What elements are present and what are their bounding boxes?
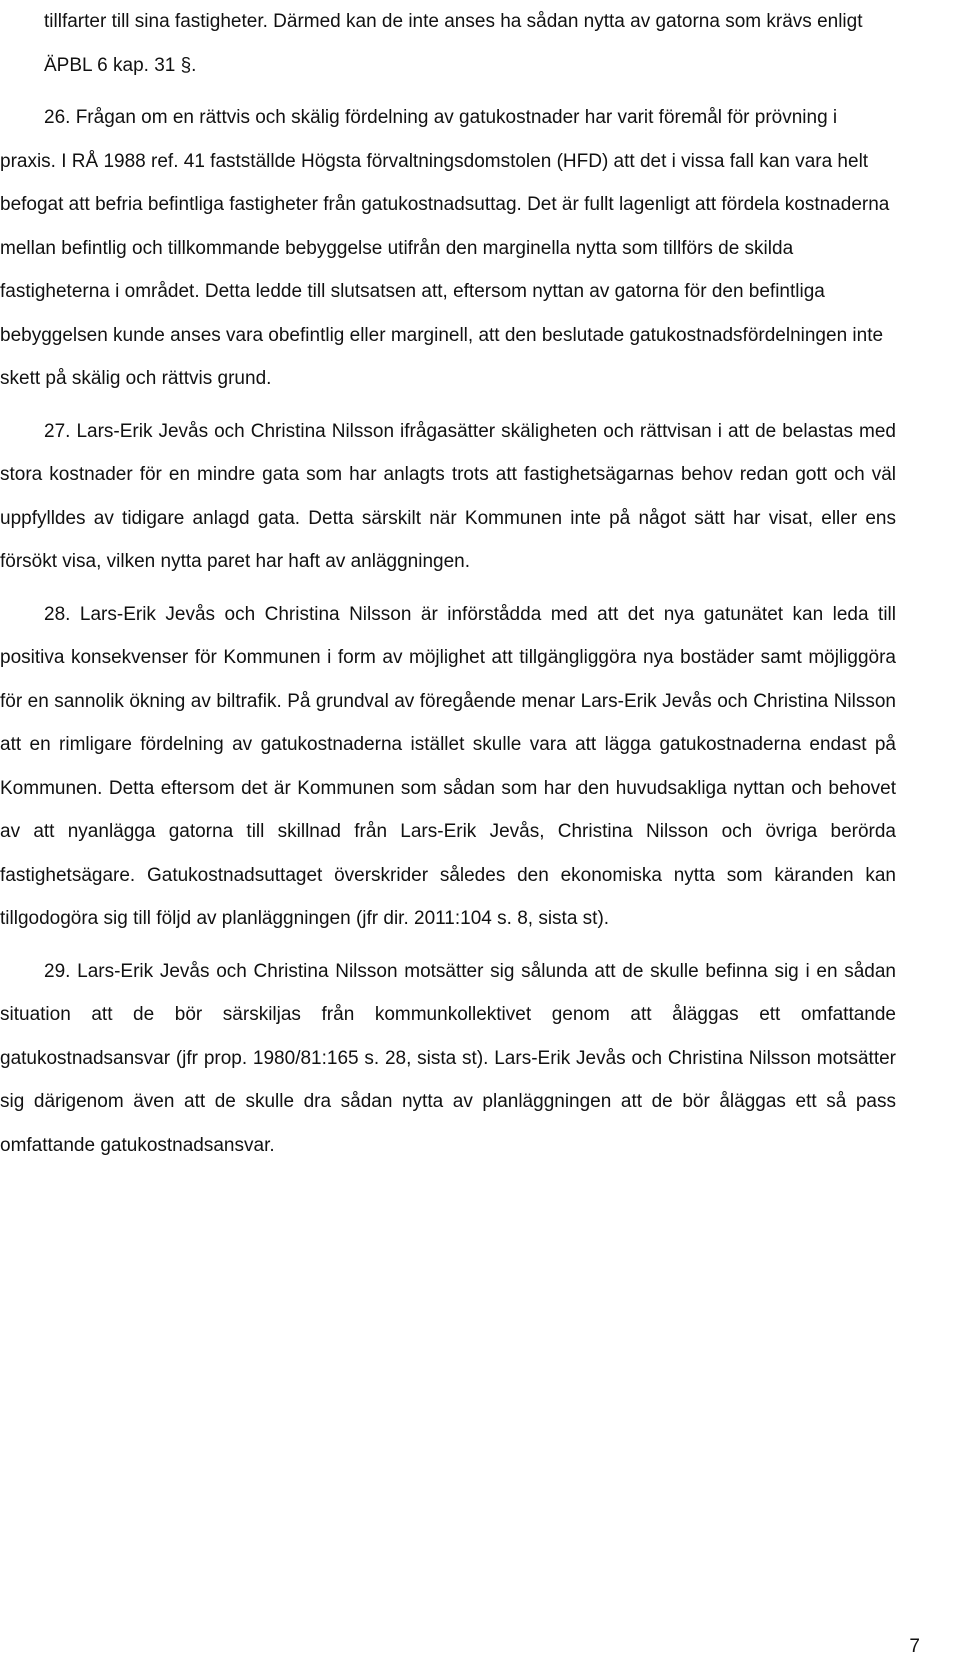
paragraph-26: [0, 96, 896, 401]
paragraph-number: 26.: [44, 107, 71, 128]
paragraph-27: [0, 410, 896, 584]
paragraph-29: [0, 950, 897, 1168]
page-number: 7: [909, 1636, 920, 1657]
paragraph-number: 29.: [44, 960, 71, 982]
paragraph-28: [0, 593, 896, 941]
paragraph-text: 28. Lars-Erik Jevås och Christina Nilsson är införstådda med att det nya gatunätet kan leda till positiva konsekvenser för Kommunen i form av möjlighet att tillgängliggöra nya bostäder samt möjliggöra för en sannolik ökning av biltrafik. På grundval av föregående menar Lars-Erik Jevås och Christina Nilsson att en rimligare fördelning av gatukostnaderna istället skulle vara att lägga gatukostnaderna endast på Kommunen. Detta eftersom det är Kommunen som sådan som har den huvudsakliga nyttan och behovet av att nyanlägga gatorna till skillnad från Lars-Erik Jevås, Christina Nilsson och övriga berörda fastighetsägare. Gatukostnadsuttaget överskrider således den ekonomiska nytta som käranden kan tillgodogöra sig till följd av planläggningen (jfr dir. 2011:104 s. 8, sista st).: [0, 603, 896, 929]
paragraph-number: 28.: [44, 603, 71, 625]
intro-paragraph: tillfarter till sina fastigheter. Därmed kan de inte anses ha sådan nytta av gatorna som krävs enligt ÄPBL 6 kap. 31 §.: [44, 11, 863, 76]
paragraph-text: 27. Lars-Erik Jevås och Christina Nilsson ifrågasätter skäligheten och rättvisan i att de belastas med stora kostnader för en mindre gata som har anlagts trots att fastighetsägarnas behov redan gott och väl uppfylldes av tidigare anlagd gata. Detta särskilt när Kommunen inte på något sätt har visat, eller ens försökt visa, vilken nytta paret har haft av anläggningen.: [0, 420, 896, 572]
paragraph-text: 26. Frågan om en rättvis och skälig fördelning av gatukostnader har varit föremål för prövning i praxis. I RÅ 1988 ref. 41 fastställde Högsta förvaltningsdomstolen (HFD) att det i vissa fall kan vara helt befogat att befria befintliga fastigheter från gatukostnadsuttag. Det är fullt lagenligt att fördela kostnaderna mellan befintlig och tillkommande bebyggelse utifrån den marginella nytta som tillförs de skilda fastigheterna i området. Detta ledde till slutsatsen att, eftersom nyttan av gatorna för den befintliga bebyggelsen kunde anses vara obefintlig eller marginell, att den beslutade gatukostnadsfördelningen inte skett på skälig och rättvis grund.: [0, 107, 890, 389]
paragraph-text: 29. Lars-Erik Jevås och Christina Nilsson motsätter sig sålunda att de skulle befinna sig i en sådan situation att de bör särskiljas från kommunkollektivet genom att åläggas ett omfattande gatukostnadsansvar (jfr prop. 1980/81:165 s. 28, sista st). Lars-Erik Jevås och Christina Nilsson motsätter sig därigenom även att de skulle dra sådan nytta av planläggningen att de bör åläggas ett så pass omfattande gatukostnadsansvar.: [0, 960, 897, 1156]
paragraph-number: 27.: [44, 420, 71, 442]
